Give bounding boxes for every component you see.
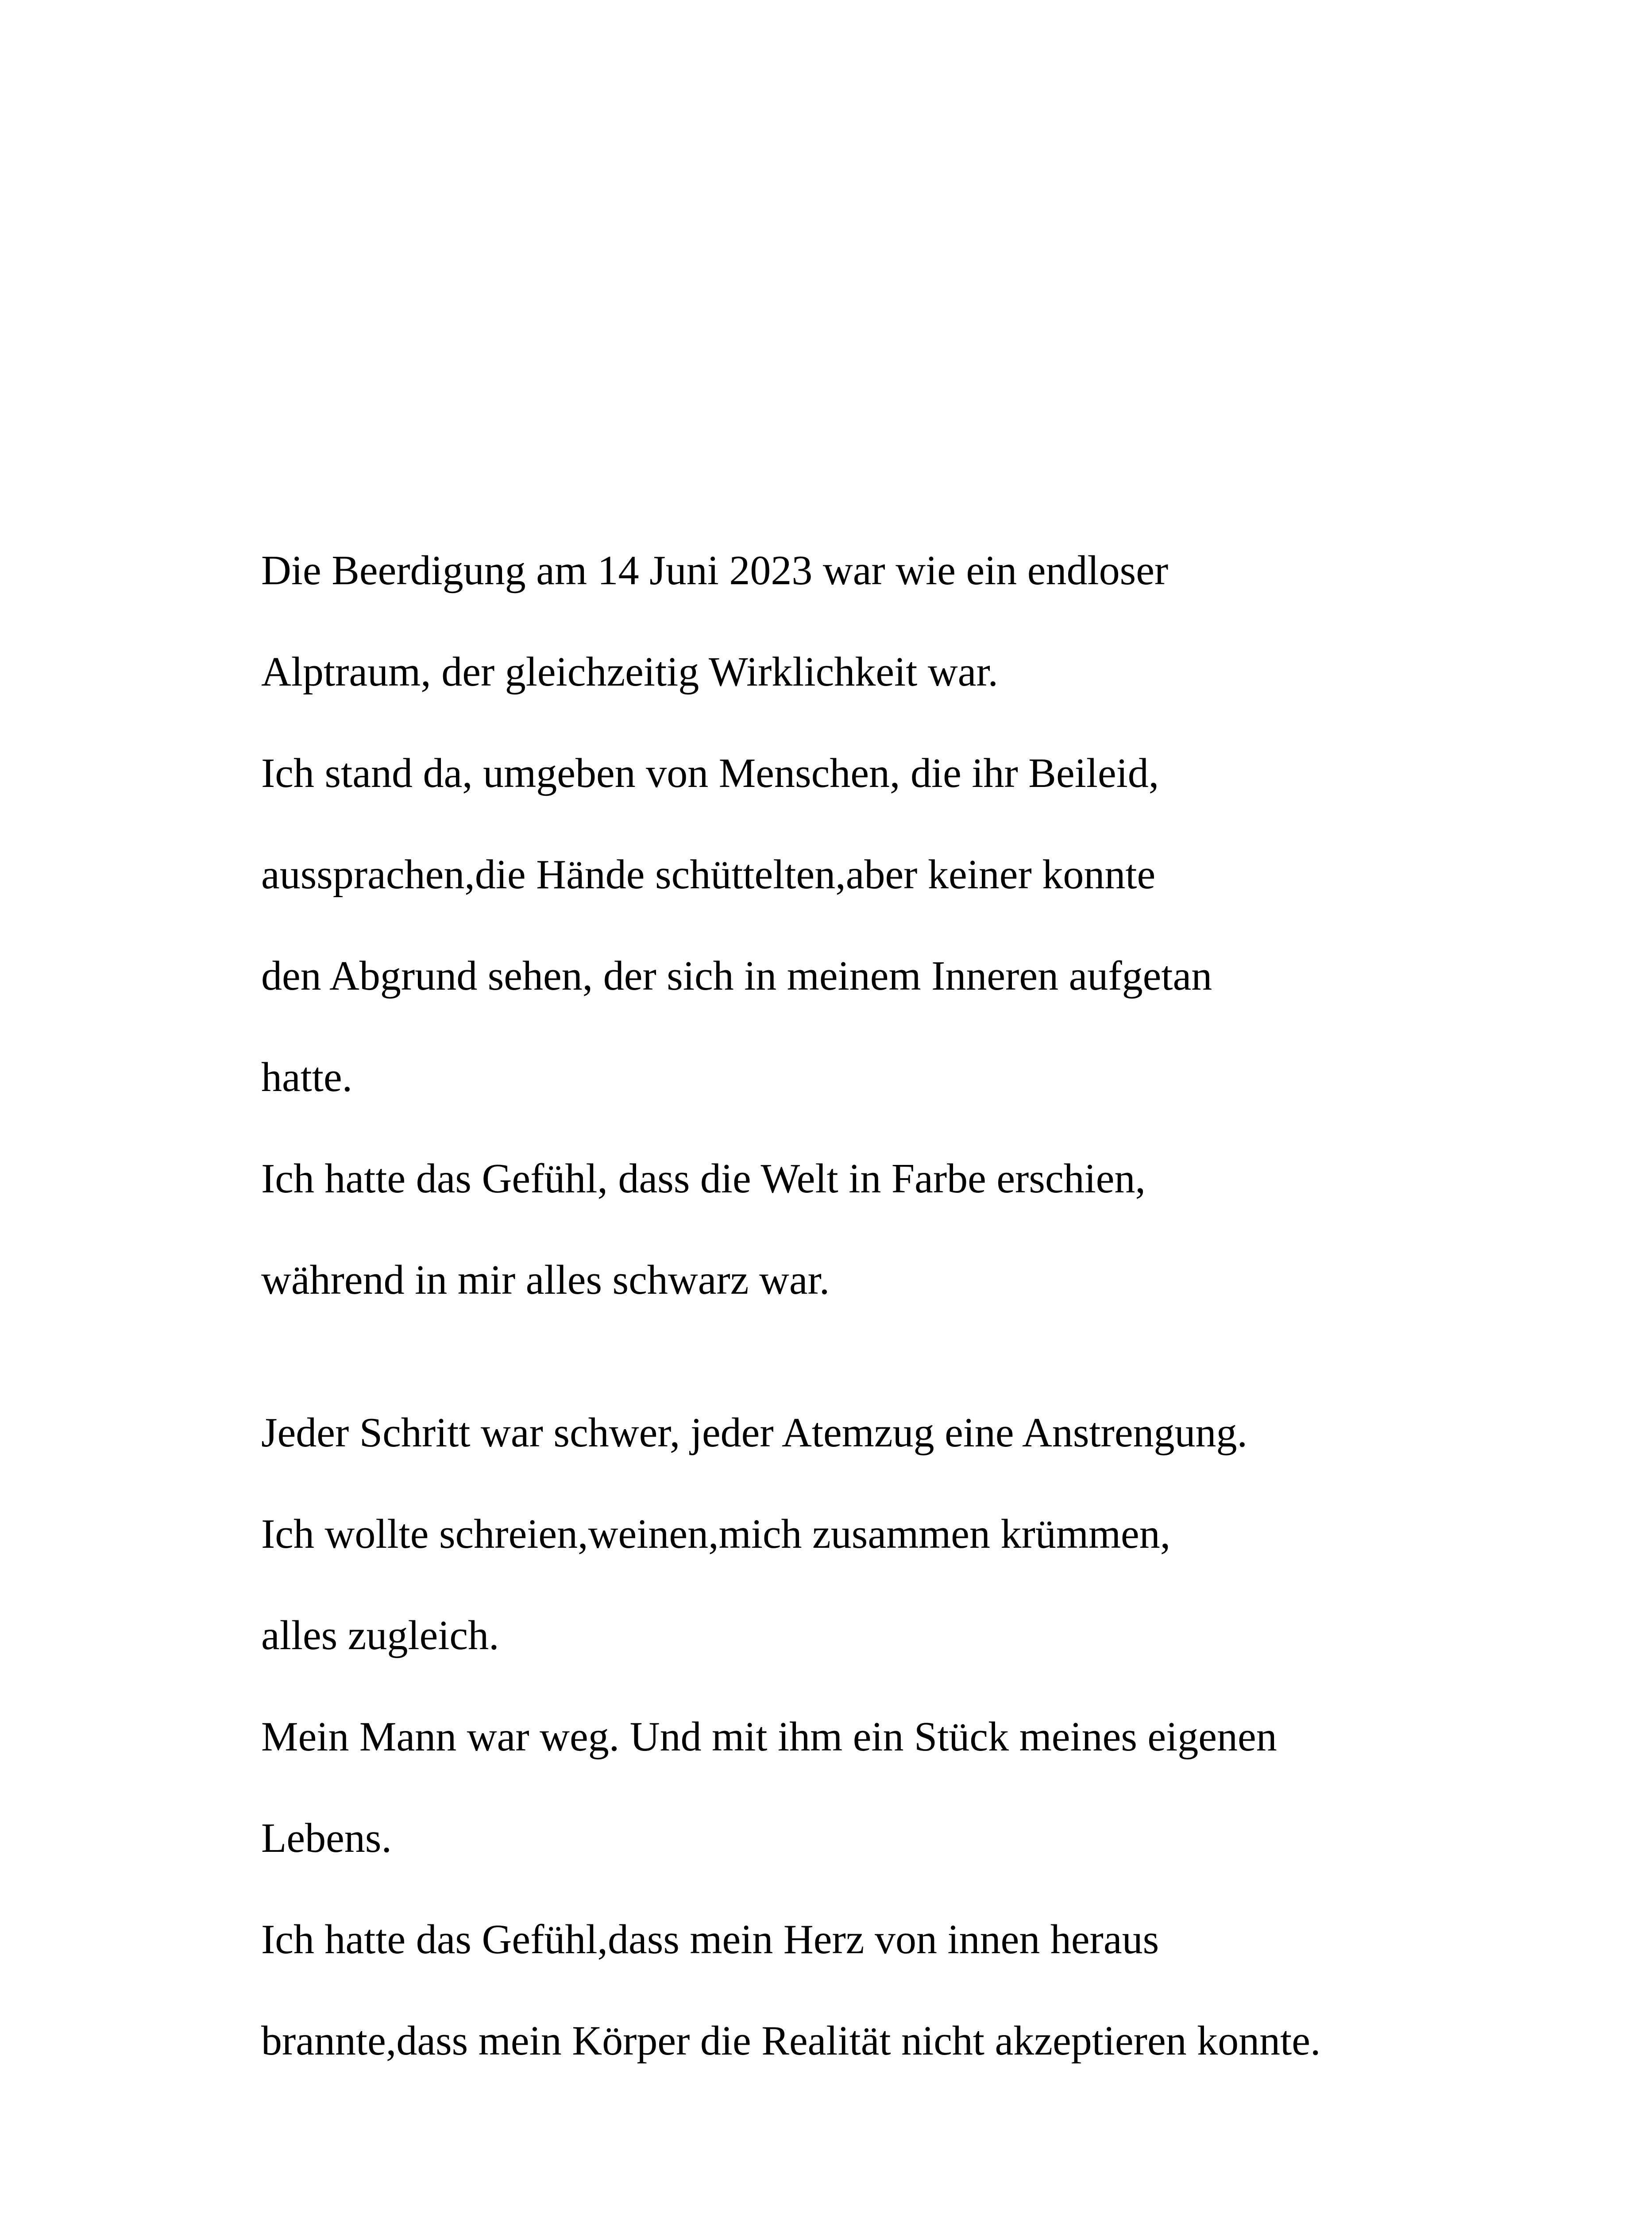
text-line: Ich hatte das Gefühl, dass die Welt in Farbe erschien, [261, 1156, 1146, 1202]
text-line: Die Beerdigung am 14 Juni 2023 war wie ein endloser [261, 547, 1169, 594]
text-line: alles zugleich. [261, 1612, 499, 1658]
text-line: aussprachen,die Hände schüttelten,aber keiner konnte [261, 852, 1156, 898]
text-line: Ich hatte das Gefühl,dass mein Herz von innen heraus [261, 1916, 1159, 1962]
text-line: Lebens. [261, 1815, 392, 1861]
text-line: Ich stand da, umgeben von Menschen, die ihr Beileid, [261, 750, 1159, 796]
text-line: brannte,dass mein Körper die Realität nicht akzeptieren konnte. [261, 2018, 1321, 2064]
text-line: hatte. [261, 1054, 353, 1100]
text-line: Ich wollte schreien,weinen,mich zusammen krümmen, [261, 1511, 1171, 1557]
text-line: Jeder Schritt war schwer, jeder Atemzug eine Anstrengung. [261, 1410, 1248, 1456]
text-line: Mein Mann war weg. Und mit ihm ein Stück meines eigenen [261, 1714, 1277, 1760]
body-text [261, 520, 1589, 2092]
text-line: Alptraum, der gleichzeitig Wirklichkeit war. [261, 649, 999, 695]
text-line: den Abgrund sehen, der sich in meinem Inneren aufgetan [261, 953, 1212, 999]
paragraph-gap [261, 1331, 1589, 1382]
text-line: während in mir alles schwarz war. [261, 1257, 830, 1303]
